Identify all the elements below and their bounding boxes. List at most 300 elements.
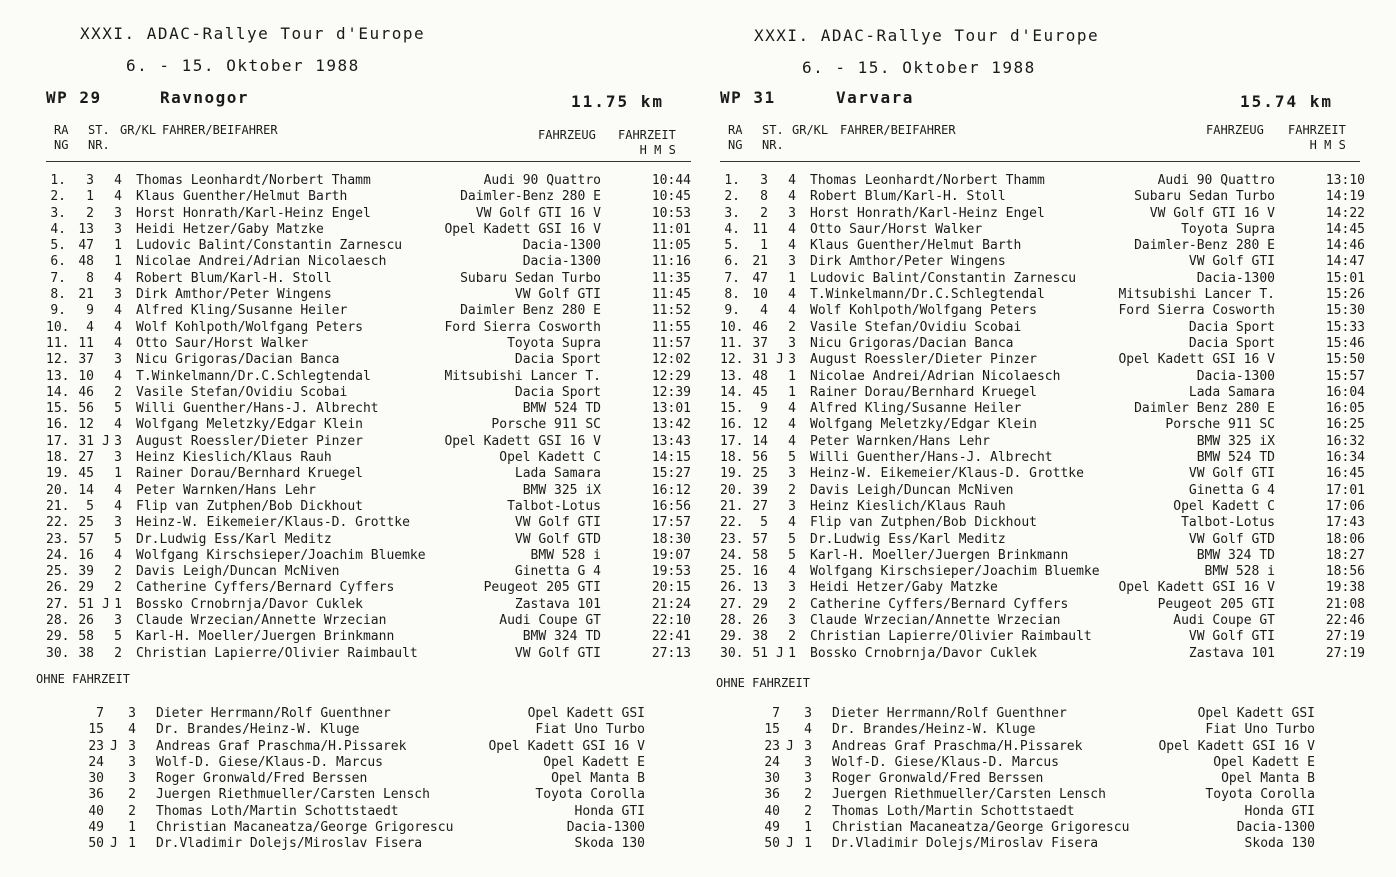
class-cell: 4 [788,173,796,188]
car-cell: Toyota Corolla [535,787,645,803]
start-number-cell: 3 [86,173,94,188]
car-cell: Mitsubishi Lancer T. [444,368,601,384]
class-cell: 4 [114,319,122,335]
driver-cell: Robert Blum/Karl-H. Stoll [136,270,332,286]
rank-cell: 15. [46,401,70,417]
car-cell: Daimler-Benz 280 E [460,189,601,205]
start-number-cell: 12 [752,417,768,433]
driver-cell: Christian Lapierre/Olivier Raimbault [810,629,1092,645]
table-row [720,483,1375,499]
table-row [720,238,1375,254]
list-item [720,706,1375,722]
class-cell: 1 [128,836,136,852]
ohne-fahrzeit-label: OHNE FAHRZEIT [36,672,130,686]
time-cell: 13:01 [651,401,691,417]
start-number-cell: 9 [760,401,768,417]
driver-cell: Wolfgang Kirschsieper/Joachim Bluemke [136,547,426,563]
class-cell: 5 [114,629,122,645]
list-item [44,771,699,787]
stage-distance: 15.74 km [1240,92,1334,111]
table-row [46,629,701,645]
class-cell: 5 [114,401,122,417]
list-item [44,836,699,852]
class-cell: 3 [788,613,796,629]
time-cell: 22:10 [651,613,691,629]
left-results-sheet [36,0,701,877]
car-cell: Lada Samara [1188,384,1275,400]
start-number-cell: 49 [88,820,104,836]
start-number-cell: 2 [86,205,94,221]
driver-cell: Willi Guenther/Hans-J. Albrecht [136,401,379,417]
class-cell: 5 [114,531,122,547]
class-cell: 1 [788,645,796,661]
rank-cell: 19. [720,466,744,482]
car-cell: BMW 324 TD [522,629,601,645]
table-row [720,369,1375,385]
driver-cell: Thomas Loth/Martin Schottstaedt [156,803,399,819]
table-row [720,434,1375,450]
class-cell: 3 [128,738,136,754]
time-cell: 11:16 [651,254,691,270]
col-header-start-no: ST. NR. [88,123,110,152]
list-item [720,836,1375,852]
rank-cell: 11. [720,335,744,351]
class-cell: 3 [804,706,812,721]
driver-cell: Vasile Stefan/Ovidiu Scobai [810,319,1022,335]
table-row [46,320,701,336]
car-cell: Talbot-Lotus [1181,515,1275,531]
junior-flag-cell: J [110,738,118,754]
rank-cell: 25. [46,564,70,580]
driver-cell: Juergen Riethmueller/Carsten Lensch [832,787,1106,803]
driver-cell: Catherine Cyffers/Bernard Cyffers [810,596,1069,612]
rank-cell: 13. [46,368,70,384]
rank-cell: 30. [46,645,70,661]
car-cell: VW Golf GTI [1188,629,1275,645]
class-cell: 4 [114,270,122,286]
class-cell: 2 [114,645,122,661]
car-cell: Audi 90 Quattro [483,173,601,188]
start-number-cell: 8 [86,270,94,286]
driver-cell: Alfred Kling/Susanne Heiler [136,303,348,319]
table-row [720,287,1375,303]
list-item [44,739,699,755]
car-cell: BMW 325 iX [1196,433,1275,449]
table-row [46,173,701,189]
start-number-cell: 30 [88,771,104,787]
car-cell: VW Golf GTI 16 V [1149,205,1275,221]
class-cell: 4 [788,287,796,303]
car-cell: Opel Kadett GSI [1197,706,1315,721]
start-number-cell: 38 [78,645,94,661]
class-cell: 4 [128,722,136,738]
list-item [44,804,699,820]
start-number-cell: 13 [752,580,768,596]
car-cell: BMW 325 iX [522,482,601,498]
start-number-cell: 46 [752,319,768,335]
start-number-cell: 56 [78,401,94,417]
time-cell: 18:56 [1325,564,1365,580]
time-cell: 21:24 [651,596,691,612]
time-cell: 14:15 [651,450,691,466]
driver-cell: Andreas Graf Praschma/H.Pissarek [156,738,407,754]
col-header-rank: RA NG [728,123,743,152]
class-cell: 1 [804,836,812,852]
table-row [46,597,701,613]
car-cell: Honda GTI [574,803,645,819]
table-row [720,254,1375,270]
rank-cell: 3. [50,205,66,221]
driver-cell: Roger Gronwald/Fred Berssen [832,771,1044,787]
rank-cell: 25. [720,564,744,580]
car-cell: Fiat Uno Turbo [535,722,645,738]
car-cell: BMW 528 i [530,547,601,563]
class-cell: 4 [114,547,122,563]
time-cell: 14:47 [1325,254,1365,270]
rank-cell: 13. [720,368,744,384]
junior-flag-cell: J [776,352,784,368]
class-cell: 4 [788,189,796,205]
start-number-cell: 37 [752,335,768,351]
col-header-driver: FAHRER/BEIFAHRER [162,123,278,137]
driver-cell: Flip van Zutphen/Bob Dickhout [136,498,363,514]
car-cell: Mitsubishi Lancer T. [1118,287,1275,303]
table-row [720,646,1375,662]
time-cell: 13:42 [651,417,691,433]
car-cell: Opel Kadett E [543,754,645,770]
rank-cell: 30. [720,645,744,661]
table-row [46,417,701,433]
driver-cell: Robert Blum/Karl-H. Stoll [810,189,1006,205]
driver-cell: Nicolae Andrei/Adrian Nicolaesch [136,254,387,270]
time-cell: 11:55 [651,319,691,335]
driver-cell: Dr.Vladimir Dolejs/Miroslav Fisera [832,836,1099,852]
rank-cell: 20. [720,482,744,498]
start-number-cell: 3 [760,173,768,188]
list-item [720,804,1375,820]
car-cell: Skoda 130 [574,836,645,852]
driver-cell: Dirk Amthor/Peter Wingens [810,254,1006,270]
class-cell: 3 [114,287,122,303]
table-row [720,336,1375,352]
class-cell: 1 [788,384,796,400]
table-row [720,450,1375,466]
junior-flag-cell: J [110,836,118,852]
car-cell: Opel Kadett C [1173,498,1275,514]
table-row [46,206,701,222]
junior-flag-cell: J [786,738,794,754]
header-divider [720,161,1360,162]
class-cell: 2 [788,596,796,612]
rank-cell: 6. [724,254,740,270]
class-cell: 2 [788,629,796,645]
start-number-cell: 10 [78,368,94,384]
table-row [720,206,1375,222]
start-number-cell: 15 [88,722,104,738]
list-item [720,820,1375,836]
driver-cell: Wolf Kohlpoth/Wolfgang Peters [810,303,1037,319]
rank-cell: 8. [50,287,66,303]
col-header-group-class: GR/KL [792,123,829,137]
class-cell: 5 [788,450,796,466]
table-row [46,254,701,270]
driver-cell: T.Winkelmann/Dr.C.Schlegtendal [810,287,1045,303]
start-number-cell: 48 [78,254,94,270]
time-cell: 16:32 [1325,433,1365,449]
driver-cell: Wolfgang Meletzky/Edgar Klein [136,417,363,433]
start-number-cell: 57 [752,531,768,547]
car-cell: BMW 524 TD [1196,450,1275,466]
class-cell: 4 [788,238,796,254]
list-item [44,722,699,738]
car-cell: Opel Kadett E [1213,754,1315,770]
time-cell: 27:19 [1325,629,1365,645]
start-number-cell: 45 [752,384,768,400]
driver-cell: Dieter Herrmann/Rolf Guenthner [832,706,1067,721]
table-row [720,499,1375,515]
start-number-cell: 10 [752,287,768,303]
table-row [46,434,701,450]
class-cell: 3 [804,771,812,787]
rank-cell: 5. [50,238,66,254]
start-number-cell: 13 [78,221,94,237]
start-number-cell: 29 [752,596,768,612]
rank-cell: 27. [46,596,70,612]
driver-cell: Dr.Vladimir Dolejs/Miroslav Fisera [156,836,423,852]
time-cell: 15:27 [651,466,691,482]
table-row [46,499,701,515]
driver-cell: Wolf Kohlpoth/Wolfgang Peters [136,319,363,335]
rank-cell: 23. [720,531,744,547]
time-cell: 11:52 [651,303,691,319]
table-row [46,580,701,596]
start-number-cell: 39 [78,564,94,580]
rank-cell: 22. [46,515,70,531]
time-cell: 17:01 [1325,482,1365,498]
list-item [720,755,1375,771]
rank-cell: 3. [724,205,740,221]
driver-cell: Nicolae Andrei/Adrian Nicolaesch [810,368,1061,384]
start-number-cell: 2 [760,205,768,221]
time-cell: 10:44 [651,173,691,188]
rank-cell: 26. [46,580,70,596]
driver-cell: Wolfgang Meletzky/Edgar Klein [810,417,1037,433]
start-number-cell: 16 [78,547,94,563]
rank-cell: 24. [720,547,744,563]
start-number-cell: 31 [752,352,768,368]
time-cell: 17:06 [1325,498,1365,514]
driver-cell: Heinz-W. Eikemeier/Klaus-D. Grottke [136,515,410,531]
driver-cell: Thomas Leonhardt/Norbert Thamm [810,173,1045,188]
driver-cell: Peter Warnken/Hans Lehr [810,433,991,449]
start-number-cell: 26 [752,613,768,629]
class-cell: 1 [114,238,122,254]
class-cell: 3 [128,706,136,721]
rank-cell: 20. [46,482,70,498]
start-number-cell: 4 [86,319,94,335]
car-cell: Dacia-1300 [522,238,601,254]
table-row [720,515,1375,531]
driver-cell: Nicu Grigoras/Dacian Banca [810,335,1014,351]
class-cell: 3 [788,205,796,221]
car-cell: Ford Sierra Cosworth [444,319,601,335]
driver-cell: Wolfgang Kirschsieper/Joachim Bluemke [810,564,1100,580]
table-row [46,336,701,352]
table-row [720,271,1375,287]
driver-cell: Davis Leigh/Duncan McNiven [136,564,340,580]
start-number-cell: 48 [752,368,768,384]
car-cell: Opel Kadett GSI [527,706,645,721]
class-cell: 3 [128,754,136,770]
rank-cell: 18. [720,450,744,466]
table-row [720,303,1375,319]
car-cell: Dacia-1300 [1196,270,1275,286]
ohne-fahrzeit-label: OHNE FAHRZEIT [716,676,810,690]
rank-cell: 2. [50,189,66,205]
table-row [720,629,1375,645]
driver-cell: Heinz-W. Eikemeier/Klaus-D. Grottke [810,466,1084,482]
class-cell: 4 [114,417,122,433]
time-cell: 14:46 [1325,238,1365,254]
start-number-cell: 5 [86,498,94,514]
start-number-cell: 50 [764,836,780,852]
time-cell: 11:45 [651,287,691,303]
driver-cell: Wolf-D. Giese/Klaus-D. Marcus [832,754,1059,770]
time-cell: 14:22 [1325,205,1365,221]
driver-cell: Dirk Amthor/Peter Wingens [136,287,332,303]
time-cell: 11:57 [651,335,691,351]
time-cell: 11:01 [651,221,691,237]
car-cell: Lada Samara [514,466,601,482]
table-row [46,369,701,385]
car-cell: Toyota Supra [1181,221,1275,237]
car-cell: VW Golf GTI [514,645,601,661]
rank-cell: 15. [720,401,744,417]
rank-cell: 14. [46,384,70,400]
table-row [720,580,1375,596]
start-number-cell: 56 [752,450,768,466]
time-cell: 14:45 [1325,221,1365,237]
car-cell: Ginetta G 4 [1188,482,1275,498]
table-row [720,548,1375,564]
rank-cell: 9. [724,303,740,319]
table-row [46,189,701,205]
start-number-cell: 26 [78,613,94,629]
time-cell: 13:10 [1325,173,1365,188]
table-row [46,466,701,482]
results-table [720,173,1375,662]
driver-cell: Dieter Herrmann/Rolf Guenthner [156,706,391,721]
list-item [720,787,1375,803]
class-cell: 1 [788,270,796,286]
car-cell: Opel Kadett GSI 16 V [1118,580,1275,596]
junior-flag-cell: J [102,433,110,449]
class-cell: 3 [114,613,122,629]
start-number-cell: 1 [86,189,94,205]
car-cell: VW Golf GTD [1188,531,1275,547]
class-cell: 3 [788,580,796,596]
start-number-cell: 36 [88,787,104,803]
class-cell: 4 [788,515,796,531]
rank-cell: 17. [46,433,70,449]
start-number-cell: 37 [78,352,94,368]
start-number-cell: 23 [764,738,780,754]
start-number-cell: 29 [78,580,94,596]
time-cell: 15:57 [1325,368,1365,384]
class-cell: 3 [788,335,796,351]
car-cell: Dacia Sport [514,352,601,368]
rank-cell: 23. [46,531,70,547]
driver-cell: Thomas Leonhardt/Norbert Thamm [136,173,371,188]
class-cell: 2 [114,580,122,596]
car-cell: BMW 524 TD [522,401,601,417]
time-cell: 19:53 [651,564,691,580]
table-row [46,303,701,319]
time-cell: 22:41 [651,629,691,645]
class-cell: 5 [788,531,796,547]
junior-flag-cell: J [102,596,110,612]
start-number-cell: 24 [764,754,780,770]
time-cell: 15:46 [1325,335,1365,351]
col-header-car: FAHRZEUG [538,128,596,142]
rank-cell: 12. [720,352,744,368]
car-cell: Opel Kadett GSI 16 V [488,738,645,754]
class-cell: 4 [788,303,796,319]
rank-cell: 8. [724,287,740,303]
driver-cell: Catherine Cyffers/Bernard Cyffers [136,580,395,596]
class-cell: 2 [788,482,796,498]
driver-cell: Claude Wrzecian/Annette Wrzecian [136,613,387,629]
driver-cell: Ludovic Balint/Constantin Zarnescu [136,238,403,254]
car-cell: BMW 324 TD [1196,547,1275,563]
start-number-cell: 16 [752,564,768,580]
table-row [720,173,1375,189]
list-item [44,706,699,722]
start-number-cell: 12 [78,417,94,433]
class-cell: 1 [128,820,136,836]
class-cell: 4 [114,482,122,498]
driver-cell: Wolf-D. Giese/Klaus-D. Marcus [156,754,383,770]
car-cell: Subaru Sedan Turbo [460,270,601,286]
class-cell: 3 [114,515,122,531]
car-cell: Audi Coupe GT [499,613,601,629]
class-cell: 4 [788,417,796,433]
rank-cell: 12. [46,352,70,368]
car-cell: Audi Coupe GT [1173,613,1275,629]
time-cell: 15:26 [1325,287,1365,303]
start-number-cell: 39 [752,482,768,498]
class-cell: 1 [788,368,796,384]
right-results-sheet [716,0,1375,877]
rank-cell: 6. [50,254,66,270]
stage-name: Varvara [836,88,914,107]
class-cell: 3 [114,352,122,368]
junior-flag-cell: J [786,836,794,852]
class-cell: 2 [114,564,122,580]
time-cell: 10:45 [651,189,691,205]
class-cell: 1 [114,466,122,482]
list-item [720,771,1375,787]
start-number-cell: 4 [760,303,768,319]
time-cell: 21:08 [1325,596,1365,612]
start-number-cell: 45 [78,466,94,482]
car-cell: Dacia Sport [1188,319,1275,335]
time-cell: 16:45 [1325,466,1365,482]
rank-cell: 7. [724,270,740,286]
rank-cell: 29. [46,629,70,645]
driver-cell: Willi Guenther/Hans-J. Albrecht [810,450,1053,466]
table-row [46,238,701,254]
